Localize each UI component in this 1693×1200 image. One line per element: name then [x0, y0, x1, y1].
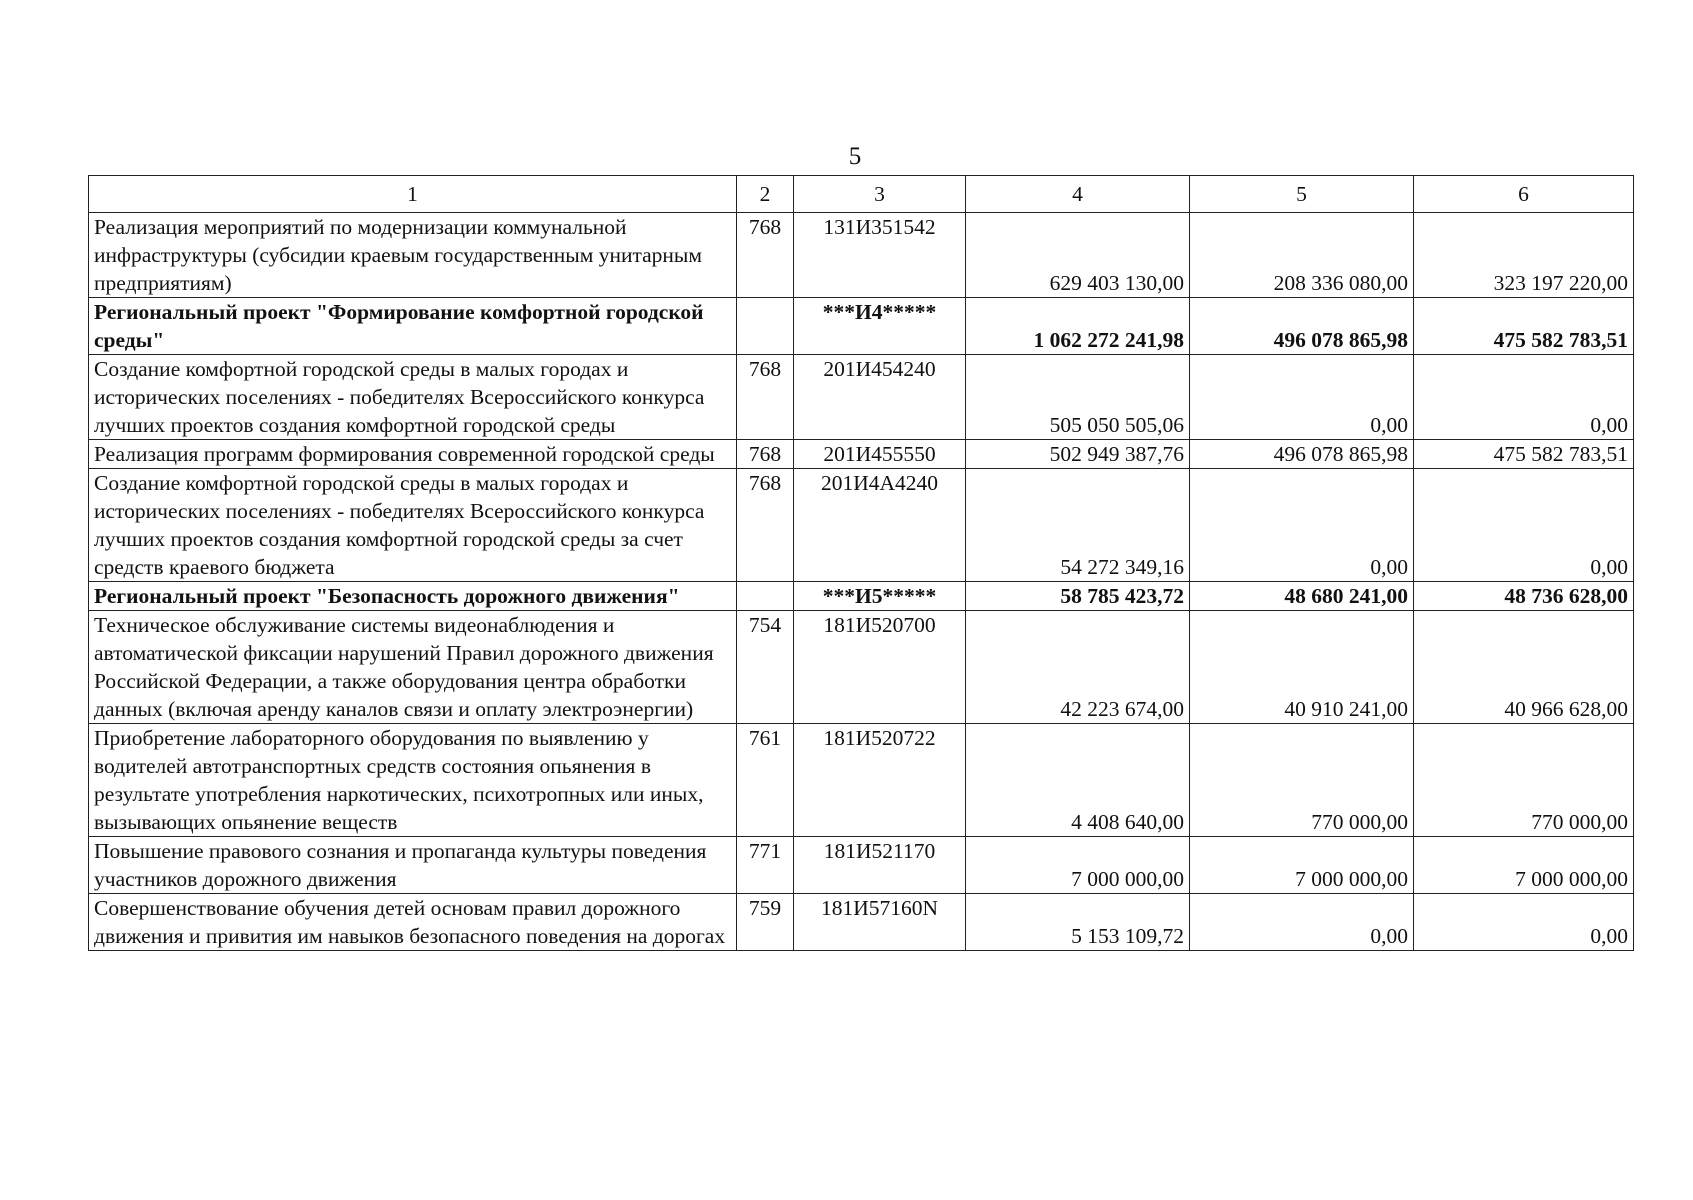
row-amount-col5-cell: 7 000 000,00	[1190, 837, 1414, 894]
row-amount-col5-cell: 0,00	[1190, 469, 1414, 582]
column-header: 4	[966, 176, 1190, 213]
table-row	[89, 611, 1634, 724]
row-name-cell: Совершенствование обучения детей основам правил дорожного движения и привития им навыков безопасного поведения на дорогах	[89, 894, 737, 951]
row-admin-code-cell: 768	[737, 469, 794, 582]
row-admin-code-cell: 759	[737, 894, 794, 951]
row-admin-code-cell: 771	[737, 837, 794, 894]
row-amount-col6-cell: 48 736 628,00	[1414, 582, 1634, 611]
row-name-cell: Региональный проект "Формирование комфортной городской среды"	[89, 298, 737, 355]
row-amount-col6-cell: 40 966 628,00	[1414, 611, 1634, 724]
row-amount-col4-cell: 502 949 387,76	[966, 440, 1190, 469]
row-amount-col5-cell: 0,00	[1190, 894, 1414, 951]
table-row	[89, 469, 1634, 582]
table-row	[89, 213, 1634, 298]
table-row	[89, 894, 1634, 951]
row-amount-col5-cell: 40 910 241,00	[1190, 611, 1414, 724]
row-amount-col4-cell: 54 272 349,16	[966, 469, 1190, 582]
table-row	[89, 837, 1634, 894]
row-amount-col6-cell: 475 582 783,51	[1414, 298, 1634, 355]
row-classification-code-cell: ***И5*****	[794, 582, 966, 611]
row-admin-code-cell: 754	[737, 611, 794, 724]
row-name-cell: Реализация мероприятий по модернизации коммунальной инфраструктуры (субсидии краевым государственным унитарным предприятиям)	[89, 213, 737, 298]
row-amount-col4-cell: 505 050 505,06	[966, 355, 1190, 440]
row-amount-col4-cell: 5 153 109,72	[966, 894, 1190, 951]
row-amount-col6-cell: 0,00	[1414, 469, 1634, 582]
page-number: 5	[848, 143, 862, 170]
row-classification-code-cell: 131И351542	[794, 213, 966, 298]
row-amount-col5-cell: 208 336 080,00	[1190, 213, 1414, 298]
row-classification-code-cell: 181И521170	[794, 837, 966, 894]
row-amount-col5-cell: 496 078 865,98	[1190, 440, 1414, 469]
row-name-cell: Создание комфортной городской среды в малых городах и исторических поселениях - победителях Всероссийского конкурса лучших проектов создания комфортной городской среды	[89, 355, 737, 440]
row-classification-code-cell: 181И57160N	[794, 894, 966, 951]
row-amount-col4-cell: 4 408 640,00	[966, 724, 1190, 837]
table-section-row	[89, 582, 1634, 611]
row-classification-code-cell: 201И4А4240	[794, 469, 966, 582]
row-admin-code-cell	[737, 582, 794, 611]
row-amount-col4-cell: 42 223 674,00	[966, 611, 1190, 724]
table-row	[89, 440, 1634, 469]
column-header: 3	[794, 176, 966, 213]
row-amount-col5-cell: 0,00	[1190, 355, 1414, 440]
row-classification-code-cell: ***И4*****	[794, 298, 966, 355]
row-name-cell: Создание комфортной городской среды в малых городах и исторических поселениях - победителях Всероссийского конкурса лучших проектов создания комфортной городской среды за счет средств краевого бюджета	[89, 469, 737, 582]
table-row	[89, 355, 1634, 440]
row-amount-col6-cell: 0,00	[1414, 355, 1634, 440]
table-section-row	[89, 298, 1634, 355]
budget-table	[88, 175, 1634, 951]
row-amount-col4-cell: 1 062 272 241,98	[966, 298, 1190, 355]
row-amount-col5-cell: 770 000,00	[1190, 724, 1414, 837]
row-admin-code-cell: 768	[737, 440, 794, 469]
column-header: 2	[737, 176, 794, 213]
row-name-cell: Региональный проект "Безопасность дорожного движения"	[89, 582, 737, 611]
row-amount-col6-cell: 770 000,00	[1414, 724, 1634, 837]
column-header: 5	[1190, 176, 1414, 213]
row-amount-col6-cell: 0,00	[1414, 894, 1634, 951]
row-admin-code-cell: 761	[737, 724, 794, 837]
column-header: 1	[89, 176, 737, 213]
row-classification-code-cell: 201И454240	[794, 355, 966, 440]
row-classification-code-cell: 181И520700	[794, 611, 966, 724]
row-name-cell: Техническое обслуживание системы видеонаблюдения и автоматической фиксации нарушений Правил дорожного движения Российской Федерации, а также оборудования центра обработки данных (включая аренду каналов связи и оплату электроэнергии)	[89, 611, 737, 724]
column-header: 6	[1414, 176, 1634, 213]
row-amount-col6-cell: 475 582 783,51	[1414, 440, 1634, 469]
header-row	[89, 176, 1634, 213]
row-name-cell: Приобретение лабораторного оборудования по выявлению у водителей автотранспортных средств состояния опьянения в результате употребления наркотических, психотропных или иных, вызывающих опьянение веществ	[89, 724, 737, 837]
row-name-cell: Повышение правового сознания и пропаганда культуры поведения участников дорожного движения	[89, 837, 737, 894]
row-admin-code-cell: 768	[737, 355, 794, 440]
row-name-cell: Реализация программ формирования современной городской среды	[89, 440, 737, 469]
row-amount-col6-cell: 323 197 220,00	[1414, 213, 1634, 298]
row-classification-code-cell: 181И520722	[794, 724, 966, 837]
row-admin-code-cell	[737, 298, 794, 355]
row-amount-col6-cell: 7 000 000,00	[1414, 837, 1634, 894]
table-row	[89, 724, 1634, 837]
row-amount-col4-cell: 58 785 423,72	[966, 582, 1190, 611]
row-amount-col4-cell: 7 000 000,00	[966, 837, 1190, 894]
row-classification-code-cell: 201И455550	[794, 440, 966, 469]
row-amount-col5-cell: 48 680 241,00	[1190, 582, 1414, 611]
row-amount-col4-cell: 629 403 130,00	[966, 213, 1190, 298]
row-amount-col5-cell: 496 078 865,98	[1190, 298, 1414, 355]
row-admin-code-cell: 768	[737, 213, 794, 298]
